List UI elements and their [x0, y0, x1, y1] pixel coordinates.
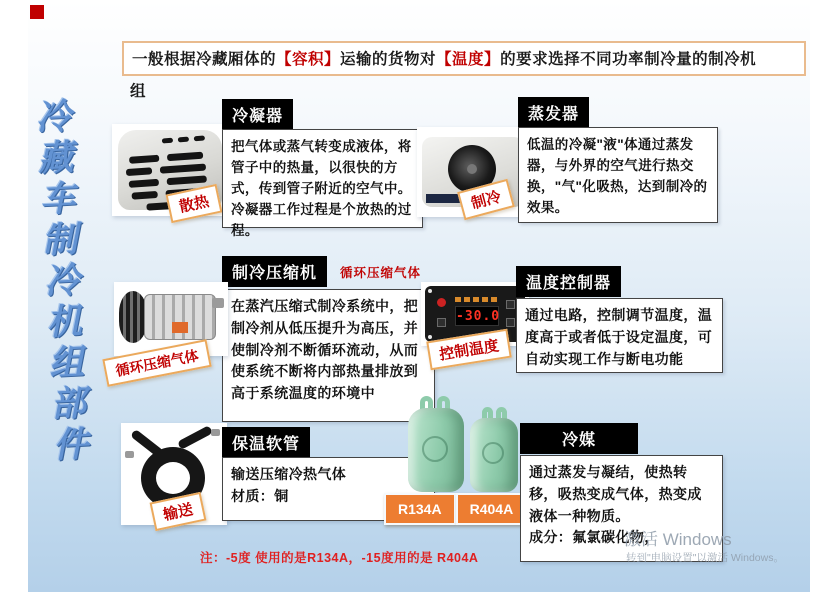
controller-header: 温度控制器 — [516, 266, 621, 297]
windows-activation-watermark-sub: 转到"电脑设置"以激活 Windows。 — [626, 552, 784, 564]
refrigerant-header: 冷媒 — [520, 423, 638, 454]
controller-temperature-display: -30.0 — [455, 306, 499, 326]
controller-tag: 控制温度 — [426, 329, 512, 370]
controller-down-button-icon — [506, 318, 515, 327]
title-highlight-temperature: 【温度】 — [436, 51, 501, 68]
compressor-body-art — [144, 294, 216, 340]
evaporator-tag: 制冷 — [457, 179, 515, 220]
vertical-title: 冷藏车制冷机组部件 — [30, 97, 89, 468]
controller-textbox: 通过电路，控制调节温度，温度高于或者低于设定温度，可自动实现工作与断电功能 — [516, 298, 723, 373]
hose-body-line1: 输送压缩冷热气体 — [231, 466, 347, 482]
refrigerant-cylinders-image — [406, 390, 524, 494]
hose-header: 保温软管 — [222, 427, 310, 458]
compressor-textbox: 在蒸汽压缩式制冷系统中，把制冷剂从低压提升为高压，并使制冷剂不断循环流动，从而使系统不断将内部热量排放到高于系统温度的环境中 — [222, 289, 435, 422]
title-overflow-char: 组 — [130, 83, 146, 100]
r134a-button[interactable]: R134A — [384, 493, 456, 525]
evaporator-header: 蒸发器 — [518, 97, 589, 128]
refrigerant-buttons — [384, 493, 527, 525]
title-part3: 的要求选择不同功率制冷量的制冷机 — [500, 51, 757, 68]
cylinder-small-art — [470, 418, 518, 492]
condenser-header: 冷凝器 — [222, 99, 293, 130]
controller-indicator-lights — [455, 297, 497, 302]
windows-activation-watermark: 激活 Windows — [624, 530, 732, 549]
compressor-header: 制冷压缩机 — [222, 256, 327, 287]
condenser-textbox: 把气体或蒸气转变成液体，将管子中的热量，以很快的方式，传到管子附近的空气中。冷凝器工作过程是个放热的过程。 — [222, 129, 423, 228]
refrigerant-body: 通过蒸发与凝结，使热转移，吸热变成气体，热变成液体一种物质。 — [529, 464, 702, 524]
hose-tag: 输送 — [150, 492, 207, 531]
slide-title — [122, 41, 806, 76]
controller-power-button-icon — [437, 298, 446, 307]
cylinder-large-art — [408, 408, 464, 492]
title-part2: 运输的货物对 — [340, 51, 437, 68]
slide-corner-marker — [30, 5, 44, 19]
compressor-tag: 循环压缩气体 — [102, 339, 211, 387]
r404a-button[interactable]: R404A — [456, 493, 528, 525]
hose-body-line2: 材质：铜 — [231, 487, 289, 504]
refrigerant-composition: 成分：氟氯碳化物， — [529, 529, 659, 546]
controller-up-button-icon — [506, 300, 515, 309]
controller-set-button-icon — [437, 318, 446, 327]
title-highlight-volume: 【容积】 — [276, 51, 341, 68]
title-part1: 一般根据冷藏厢体的 — [132, 51, 277, 68]
footnote: 注：-5度 使用的是R134A，-15度用的是 R404A — [200, 551, 479, 565]
compressor-pulley-art — [119, 291, 147, 343]
compressor-inline-note: 循环压缩气体 — [340, 266, 422, 280]
condenser-tag: 散热 — [166, 184, 223, 223]
slide-background — [28, 0, 810, 592]
evaporator-textbox: 低温的冷凝"液"体通过蒸发器，与外界的空气进行热交换，"气"化吸热，达到制冷的效果。 — [518, 127, 718, 223]
